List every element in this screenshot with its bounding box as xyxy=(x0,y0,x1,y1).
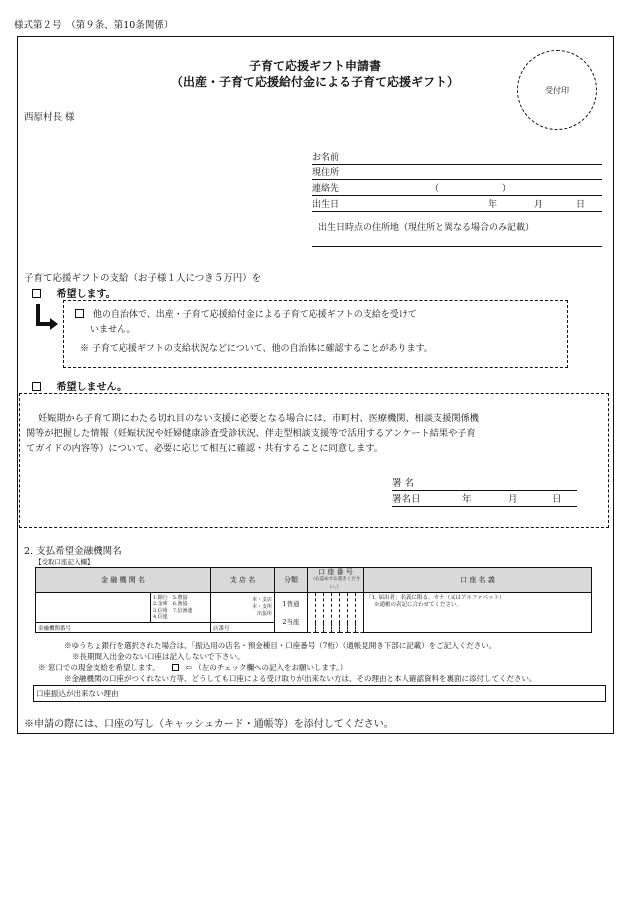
bank-account-table xyxy=(35,567,592,633)
applicant-birth-field[interactable] xyxy=(312,199,602,212)
note-cash: ※ 窓口での現金支給を希望します。 xyxy=(38,663,160,672)
birth-day-unit: 日 xyxy=(576,200,586,210)
form-subtitle: （出産・子育て応援給付金による子育て応援ギフト） xyxy=(170,75,459,89)
col-account-title: 口 座 番 号 xyxy=(318,568,353,576)
contact-label: 連絡先 xyxy=(312,184,340,194)
col-account-header xyxy=(308,568,364,593)
col-type-header: 分類 xyxy=(275,568,308,593)
consent-line1: 妊娠期から子育て期にわたる切れ目のない支援に必要となる場合には、市町村、医療機関、相談支援関係機 xyxy=(38,413,479,424)
institution-code-cell[interactable] xyxy=(36,623,211,633)
account-digit-7[interactable] xyxy=(356,593,364,633)
branch-type-1: 本・支店 xyxy=(251,597,272,603)
reception-stamp-circle xyxy=(517,50,597,130)
branch-code-cell[interactable] xyxy=(211,623,275,633)
col-holder-header: 口 座 名 義 xyxy=(364,568,592,593)
sig-day-unit: 日 xyxy=(552,494,562,505)
birth-address-line[interactable] xyxy=(312,246,602,247)
birth-address-label: 出生日時点の住所地（現住所と異なる場合のみ記載） xyxy=(318,223,535,233)
option-no-row xyxy=(32,378,127,393)
applicant-address-field[interactable] xyxy=(312,167,602,180)
consent-line2: 関等が把握した情報（妊娠状況や妊婦健康診査受診状況、伴走型相談支援等で活用するアンケート結果や子育 xyxy=(26,428,476,439)
account-digit-2[interactable] xyxy=(316,593,324,633)
option-yes-row xyxy=(32,285,116,300)
form-title: 子育て応援ギフト申請書 xyxy=(248,59,381,73)
institution-type-cell xyxy=(151,593,211,623)
account-digit-4[interactable] xyxy=(332,593,340,633)
acct-type-1: 1普通 xyxy=(282,599,300,608)
institution-name-cell[interactable] xyxy=(36,593,151,623)
contact-paren: （ ） xyxy=(430,184,512,194)
arrow-left-icon: ⇦ xyxy=(185,663,192,672)
applicant-contact-field[interactable] xyxy=(312,183,602,196)
inst-type-2: 2.金庫 6.漁協 xyxy=(153,601,188,607)
branch-code-label: 店番号 xyxy=(213,625,230,632)
note-cash-row xyxy=(38,662,347,673)
no-transfer-reason-label: 口座振込が出来ない理由 xyxy=(36,689,119,698)
section2-title: 2. 支払希望金融機関名 xyxy=(24,546,122,557)
section2-sub: 【受取口座記入欄】 xyxy=(35,558,94,566)
account-type-cell[interactable] xyxy=(275,593,308,633)
col-branch-header: 支 店 名 xyxy=(211,568,275,593)
signature-label: 署 名 xyxy=(392,478,415,489)
yes-sub1-line2: いません。 xyxy=(90,325,136,335)
option-yes-checkbox[interactable] xyxy=(32,289,41,298)
note-no-account: ※金融機関の口座がつくれない方等、どうしても口座による受け取りが出来ない方は、その理由と本人確認資料を裏面に添付してください。 xyxy=(64,674,537,683)
sig-year-unit: 年 xyxy=(462,494,472,505)
inst-type-1: 1.銀行 5.農協 xyxy=(153,594,188,601)
birth-month-unit: 月 xyxy=(534,200,544,210)
option-yes-label: 希望します。 xyxy=(56,289,116,300)
option-no-checkbox[interactable] xyxy=(32,382,41,391)
birth-label: 出生日 xyxy=(312,200,340,210)
signature-field[interactable] xyxy=(392,478,577,491)
consent-line3: てガイドの内容等）について、必要に応じて相互に確認・共有することに同意します。 xyxy=(26,443,383,454)
acct-type-2: 2当座 xyxy=(282,617,300,626)
yes-sub1-line1: 他の自治体で、出産・子育て応援給付金による子育て応援ギフトの支給を受けて xyxy=(92,310,417,320)
col-account-sub: （右詰めでお書きください。） xyxy=(310,577,361,590)
addressee: 西原村長 様 xyxy=(24,112,75,123)
signature-date-field[interactable] xyxy=(392,494,577,507)
sig-month-unit: 月 xyxy=(508,494,518,505)
holder-note2: ※通帳の表記に合わせてください。 xyxy=(374,602,463,608)
gift-question: 子育て応援ギフトの支給（お子様１人につき５万円）を xyxy=(24,273,262,284)
final-note: ※申請の際には、口座の写し（キャッシュカード・通帳等）を添付してください。 xyxy=(24,719,394,730)
account-digit-5[interactable] xyxy=(340,593,348,633)
branch-type-3: 出張所 xyxy=(256,611,272,617)
birth-year-unit: 年 xyxy=(488,200,498,210)
cash-checkbox[interactable] xyxy=(172,664,179,671)
branch-type-2: 本・支所 xyxy=(251,604,272,610)
other-municipality-checkbox[interactable] xyxy=(75,309,84,318)
stamp-label: 受付印 xyxy=(545,85,569,95)
account-digit-1[interactable] xyxy=(308,593,316,633)
holder-note1: 「1. 届出者」名義に限る。カナ（又はアルファベット） xyxy=(366,595,505,601)
col-institution-header: 金 融 機 関 名 xyxy=(36,568,211,593)
applicant-name-field[interactable] xyxy=(312,152,602,165)
inst-type-3: 3.信組 7.信漁連 xyxy=(153,607,193,614)
note-dormant: ※長期間入出金のない口座は記入しないで下さい。 xyxy=(72,652,245,661)
yes-sub2: ※ 子育て応援ギフトの支給状況などについて、他の自治体に確認することがあります。 xyxy=(80,344,433,354)
note-yucho: ※ゆうちょ銀行を選択された場合は、「振込用の店名・預金種目・口座番号（7桁）（通帳見開き下部に記載）をご記入ください。 xyxy=(64,641,497,650)
form-number: 様式第２号 （第９条、第10条関係） xyxy=(14,20,174,31)
name-label: お名前 xyxy=(312,153,340,163)
no-transfer-reason-field[interactable] xyxy=(33,685,606,702)
inst-type-4: 4.信連 xyxy=(153,614,168,620)
account-digit-6[interactable] xyxy=(348,593,356,633)
note-cash-instruction: （左のチェック欄への記入をお願いします。） xyxy=(194,663,348,672)
branch-name-cell[interactable] xyxy=(211,593,275,623)
yes-sub1-row xyxy=(75,307,417,320)
account-digit-3[interactable] xyxy=(324,593,332,633)
address-label: 現住所 xyxy=(312,168,340,178)
signature-date-label: 署名日 xyxy=(392,494,421,505)
account-holder-cell[interactable] xyxy=(364,593,592,633)
arrow-down-right-icon xyxy=(34,302,60,332)
inst-code-label: 金融機関番号 xyxy=(38,625,72,632)
option-no-label: 希望しません。 xyxy=(56,382,128,393)
